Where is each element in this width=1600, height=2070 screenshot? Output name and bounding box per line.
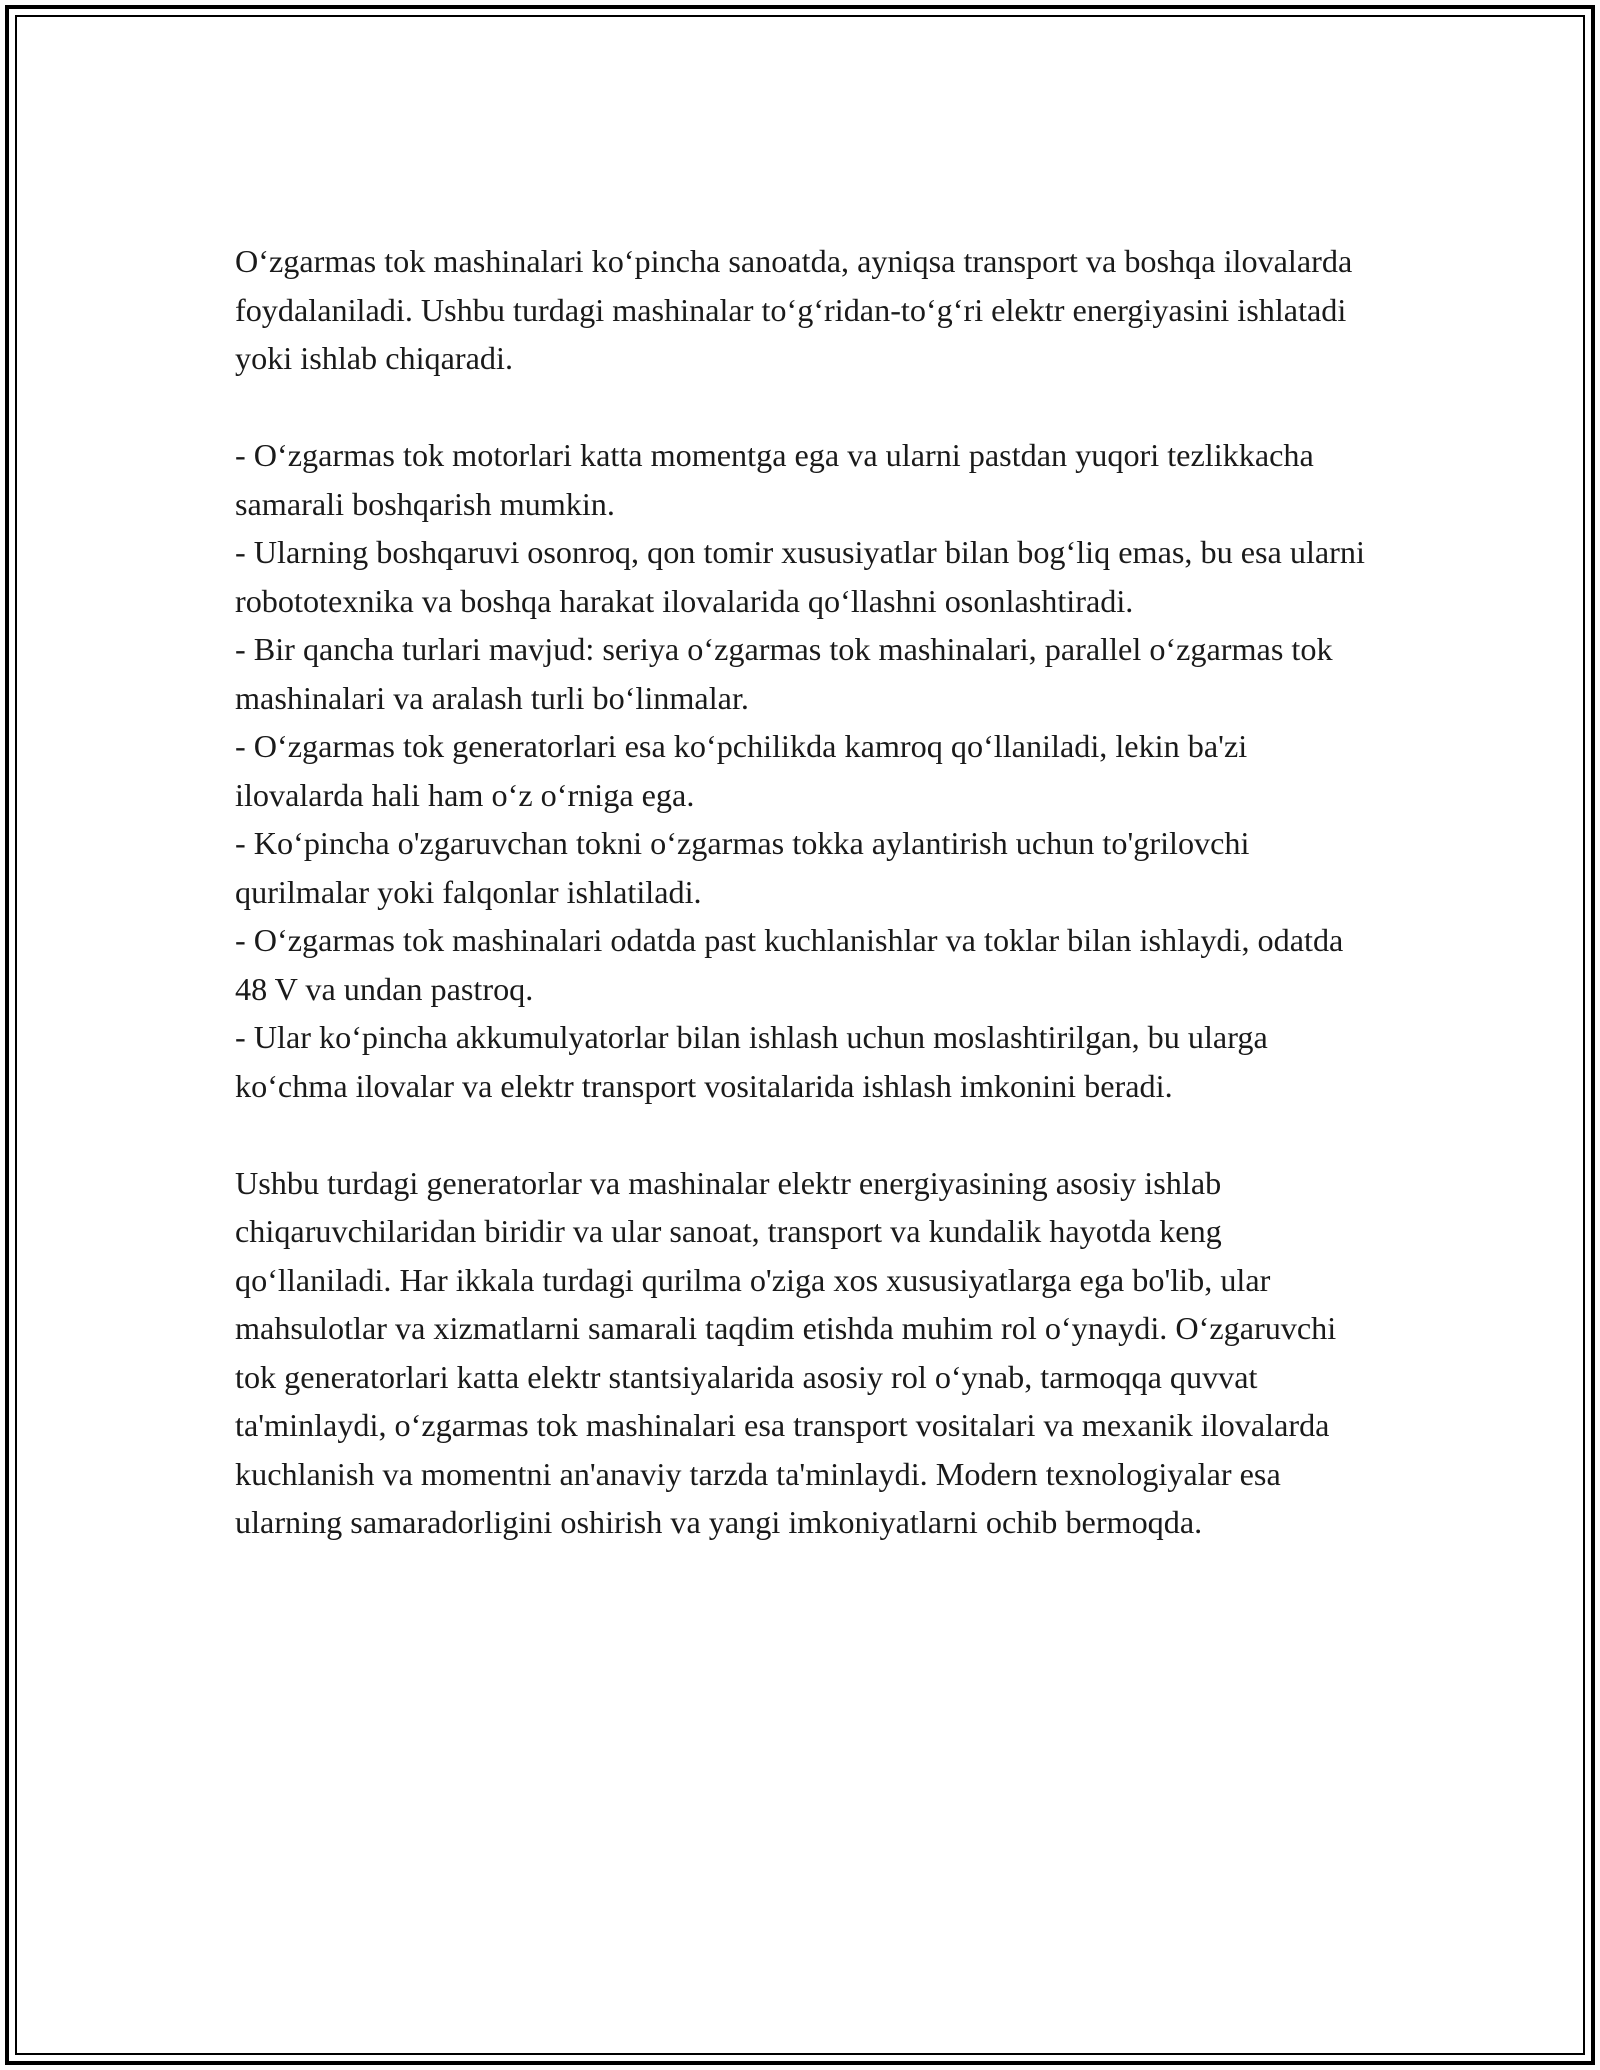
bullet-item: - O‘zgarmas tok generatorlari esa ko‘pchilikda kamroq qo‘llaniladi, lekin ba'zi ilovalarda hali ham o‘z o‘rniga ega. <box>235 728 1248 813</box>
bullet-item: - Ular ko‘pincha akkumulyatorlar bilan ishlash uchun moslashtirilgan, bu ularga ko‘chma ilovalar va elektr transport vositalarida ishlash imkonini beradi. <box>235 1019 1268 1104</box>
bullet-item: - Ko‘pincha o'zgaruvchan tokni o‘zgarmas tokka aylantirish uchun to'grilovchi qurilmalar yoki falqonlar ishlatiladi. <box>235 825 1250 910</box>
bullet-item: - O‘zgarmas tok motorlari katta momentga ega va ularni pastdan yuqori tezlikkacha samarali boshqarish mumkin. <box>235 437 1314 522</box>
document-body <box>235 237 1365 1547</box>
paragraph-spacer <box>235 1110 1365 1159</box>
intro-paragraph: O‘zgarmas tok mashinalari ko‘pincha sanoatda, ayniqsa transport va boshqa ilovalarda foydalaniladi. Ushbu turdagi mashinalar to‘g‘ridan-to‘g‘ri elektr energiyasini ishlatadi yoki ishlab chiqaradi. <box>235 243 1353 376</box>
paragraph-spacer <box>235 383 1365 432</box>
bullet-item: - Bir qancha turlari mavjud: seriya o‘zgarmas tok mashinalari, parallel o‘zgarmas tok mashinalari va aralash turli bo‘linmalar. <box>235 631 1333 716</box>
bullet-item: - O‘zgarmas tok mashinalari odatda past kuchlanishlar va toklar bilan ishlaydi, odatda 48 V va undan pastroq. <box>235 922 1344 1007</box>
conclusion-paragraph: Ushbu turdagi generatorlar va mashinalar elektr energiyasining asosiy ishlab chiqaruvchilaridan biridir va ular sanoat, transport va kundalik hayotda keng qo‘llaniladi. Har ikkala turdagi qurilma o'ziga xos xususiyatlarga ega bo'lib, ular mahsulotlar va xizmatlarni samarali taqdim etishda muhim rol o‘ynaydi. O‘zgaruvchi tok generatorlari katta elektr stantsiyalarida asosiy rol o‘ynab, tarmoqqa quvvat ta'minlaydi, o‘zgarmas tok mashinalari esa transport vositalari va mexanik ilovalarda kuchlanish va momentni an'anaviy tarzda ta'minlaydi. Modern texnologiyalar esa ularning samaradorligini oshirish va yangi imkoniyatlarni ochib bermoqda. <box>235 1164 1337 1540</box>
bullet-item: - Ularning boshqaruvi osonroq, qon tomir xususiyatlar bilan bog‘liq emas, bu esa ularni robototexnika va boshqa harakat ilovalarida qo‘llashni osonlashtiradi. <box>235 534 1365 619</box>
